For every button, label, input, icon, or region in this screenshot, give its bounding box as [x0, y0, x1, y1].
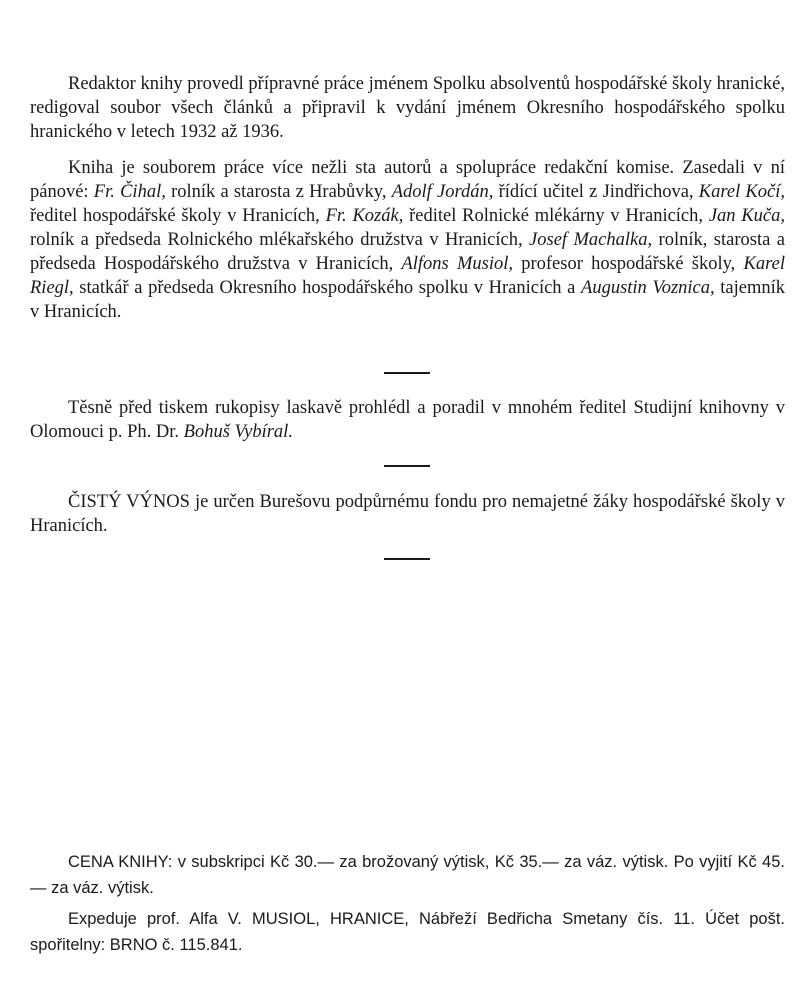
commission-intro: Kniha je souborem práce více nežli sta autorů a spolupráce redakční komise. Zasedali v ní pánové: [30, 158, 785, 202]
member-name: Alfons Musiol, [401, 254, 513, 274]
member-description: řídící učitel z Jindřichova, [493, 182, 699, 202]
member-description: ředitel Rolnické mlékárny v Hranicích, [403, 206, 709, 226]
member-name: Adolf Jordán, [391, 182, 494, 202]
member-name: Karel Riegl, [30, 254, 785, 298]
member-name: Fr. Čihal, [93, 182, 166, 202]
dispatch-note: Expeduje prof. Alfa V. MUSIOL, HRANICE, Nábřeží Bedřicha Smetany čís. 11. Účet pošt. spořitelny: BRNO č. 115.841. [30, 910, 785, 954]
member-name: Karel Kočí, [698, 182, 785, 202]
section-divider [384, 558, 430, 560]
editor-note-paragraph: Redaktor knihy provedl přípravné práce jménem Spolku absolventů hospodářské školy hranické, redigoval soubor všech článků a připravil k vydání jménem Okresního hospodářského spolku hranického v letech 1932 až 1936. [30, 74, 785, 142]
price-note: CENA KNIHY: v subskripci Kč 30.— za brožovaný výtisk, Kč 35.— za váz. výtisk. Po vyjití Kč 45.— za váz. výtisk. [30, 853, 785, 897]
member-name: Josef Machalka, [529, 230, 653, 250]
member-description: statkář a předseda Okresního hospodářského spolku v Hranicích a [73, 278, 582, 298]
member-description: rolník, starosta a předseda Hospodářského družstva v Hranicích, [30, 230, 785, 274]
member-description: ředitel hospodářské školy v Hranicích, [30, 206, 326, 226]
member-description: profesor hospodářské školy, [512, 254, 744, 274]
review-paragraph [30, 396, 785, 444]
member-name: Augustin Voznica, [581, 278, 715, 298]
member-name: Jan Kuča, [708, 206, 785, 226]
member-description: tajemník v Hranicích. [30, 278, 785, 322]
member-description: rolník a předseda Rolnického mlékařského družstva v Hranicích, [30, 230, 530, 250]
section-divider [384, 465, 430, 467]
commission-paragraph [30, 156, 785, 324]
section-divider [384, 372, 430, 374]
review-text: Těsně před tiskem rukopisy laskavě prohlédl a poradil v mnohém ředitel Studijní knihovny v Olomouci p. Ph. Dr. [30, 398, 785, 442]
reviewer-name: Bohuš Vybíral. [183, 422, 293, 442]
member-description: rolník a starosta z Hrabůvky, [165, 182, 392, 202]
proceeds-paragraph: ČISTÝ VÝNOS je určen Burešovu podpůrnému fondu pro nemajetné žáky hospodářské školy v Hranicích. [30, 492, 785, 536]
member-name: Fr. Kozák, [325, 206, 404, 226]
